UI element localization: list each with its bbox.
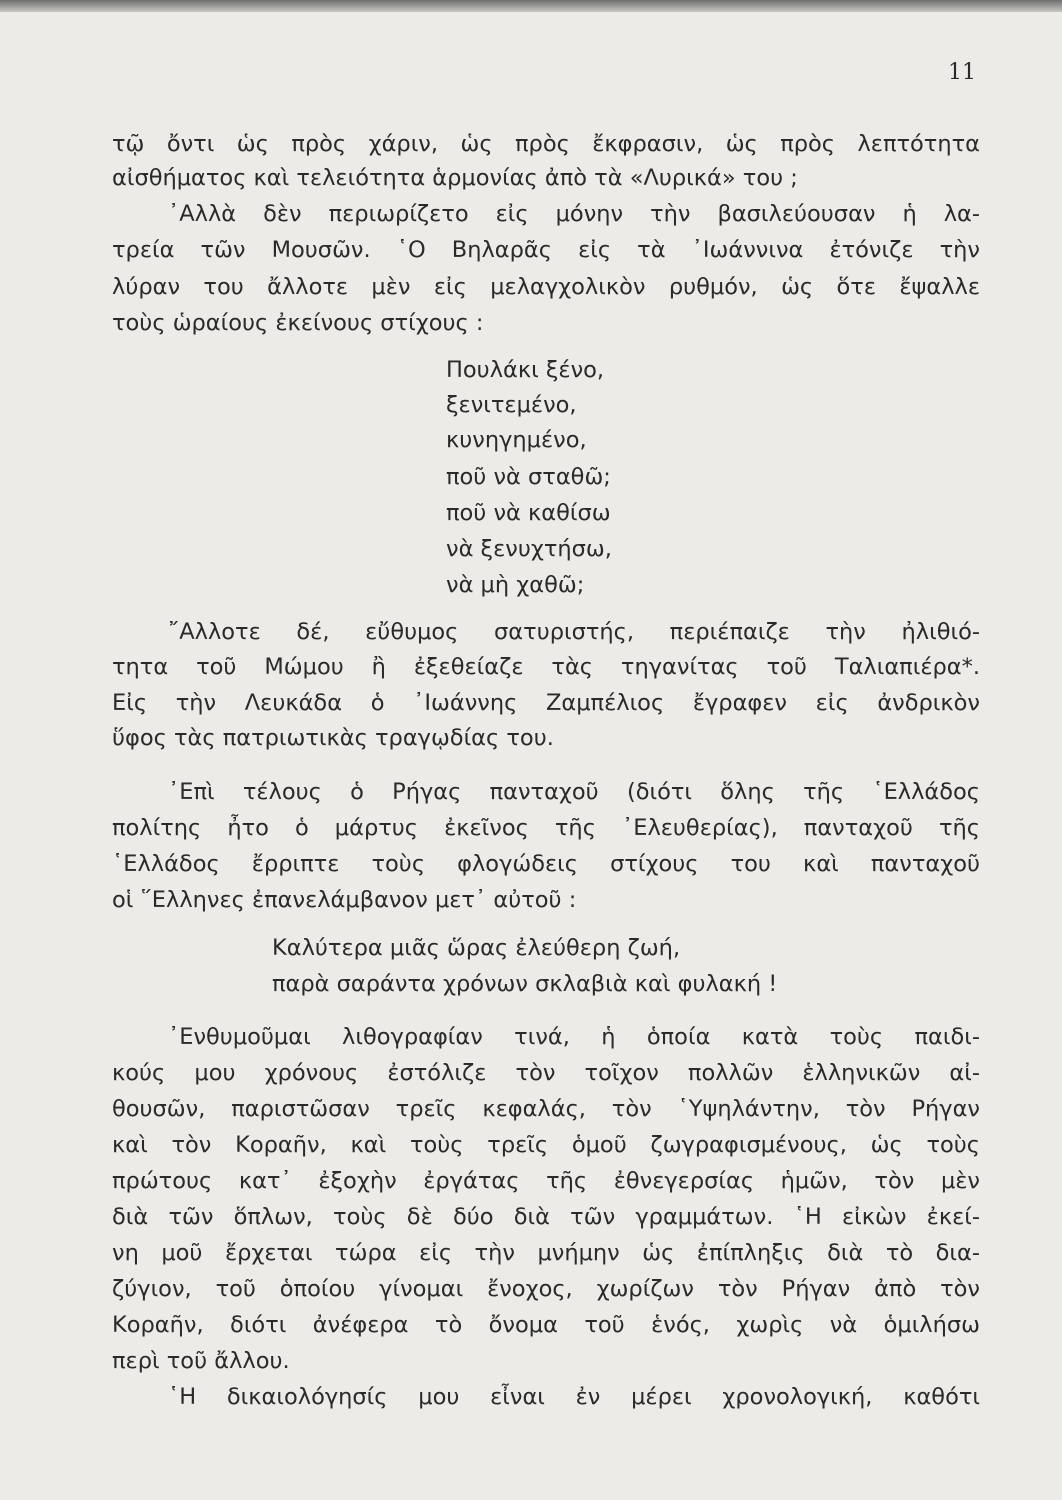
text-line: περὶ τοῦ ἄλλου. bbox=[112, 1348, 290, 1374]
text-line: ὕφος τὰς πατριωτικὰς τραγῳδίας του. bbox=[112, 725, 554, 751]
text-line: καὶ τὸν Κοραῆν, καὶ τοὺς τρεῖς ὁμοῦ ζωγραφισμένους, ὡς τοὺς bbox=[112, 1132, 980, 1158]
text-line: ᾿Αλλὰ δὲν περιωρίζετο εἰς μόνην τὴν βασιλεύουσαν ἡ λα- bbox=[168, 201, 980, 227]
text-line: ζύγιον, τοῦ ὁποίου γίνομαι ἔνοχος, χωρίζων τὸν Ρήγαν ἀπὸ τὸν bbox=[112, 1276, 980, 1302]
text-line: πολίτης ἦτο ὁ μάρτυς ἐκεῖνος τῆς ᾿Ελευθερίας), πανταχοῦ τῆς bbox=[112, 815, 980, 841]
text-line: Κοραῆν, διότι ἀνέφερα τὸ ὄνομα τοῦ ἑνός, χωρὶς νὰ ὁμιλήσω bbox=[112, 1312, 980, 1338]
verse-line: παρὰ σαράντα χρόνων σκλαβιὰ καὶ φυλακή ! bbox=[272, 971, 778, 997]
verse-line: ξενιτεμένο, bbox=[446, 392, 577, 418]
verse-line: κυνηγημένο, bbox=[446, 427, 587, 453]
verse-line: νὰ μὴ χαθῶ; bbox=[446, 572, 585, 598]
verse-line: Καλύτερα μιᾶς ὥρας ἐλεύθερη ζωή, bbox=[272, 935, 681, 961]
text-line: τῷ ὄντι ὡς πρὸς χάριν, ὡς πρὸς ἔκφρασιν, ὡς πρὸς λεπτότητα bbox=[112, 131, 980, 157]
verse-line: νὰ ξενυχτήσω, bbox=[446, 536, 612, 562]
text-line: τοὺς ὡραίους ἐκείνους στίχους : bbox=[112, 310, 484, 336]
text-line: ᾿Επὶ τέλους ὁ Ρήγας πανταχοῦ (διότι ὅλης τῆς ῾Ελλάδος bbox=[168, 779, 980, 805]
page-top-edge bbox=[0, 0, 1062, 12]
verse-line: ποῦ νὰ καθίσω bbox=[446, 500, 611, 526]
text-line: τρεία τῶν Μουσῶν. ῾Ο Βηλαρᾶς εἰς τὰ ᾿Ιωάννινα ἐτόνιζε τὴν bbox=[112, 237, 980, 263]
text-line: ῎Αλλοτε δέ, εὔθυμος σατυριστής, περιέπαιζε τὴν ἠλιθιό- bbox=[168, 619, 980, 645]
verse-line: ποῦ νὰ σταθῶ; bbox=[446, 464, 611, 490]
text-line: πρώτους κατ᾿ ἐξοχὴν ἐργάτας τῆς ἐθνεγερσίας ἡμῶν, τὸν μὲν bbox=[112, 1168, 980, 1194]
text-line: νη μοῦ ἔρχεται τώρα εἰς τὴν μνήμην ὡς ἐπίπληξις διὰ τὸ δια- bbox=[112, 1240, 980, 1266]
text-line: οἱ ῞Ελληνες ἐπανελάμβανον μετ᾿ αὐτοῦ : bbox=[112, 887, 577, 913]
page-number: 11 bbox=[948, 60, 976, 85]
text-line: τητα τοῦ Μώμου ἢ ἐξεθείαζε τὰς τηγανίτας τοῦ Ταλιαπιέρα*. bbox=[112, 654, 980, 680]
text-line: θουσῶν, παριστῶσαν τρεῖς κεφαλάς, τὸν ῾Υψηλάντην, τὸν Ρήγαν bbox=[112, 1096, 980, 1122]
text-line: ῾Ελλάδος ἔρριπτε τοὺς φλογώδεις στίχους του καὶ πανταχοῦ bbox=[112, 851, 980, 877]
text-line: κούς μου χρόνους ἐστόλιζε τὸν τοῖχον πολλῶν ἑλληνικῶν αἰ- bbox=[112, 1060, 980, 1086]
text-line: αἰσθήματος καὶ τελειότητα ἁρμονίας ἀπὸ τὰ «Λυρικά» του ; bbox=[112, 165, 798, 191]
text-line: διὰ τῶν ὅπλων, τοὺς δὲ δύο διὰ τῶν γραμμάτων. ῾Η εἰκὼν ἐκεί- bbox=[112, 1204, 980, 1230]
text-line: Εἰς τὴν Λευκάδα ὁ ᾿Ιωάννης Ζαμπέλιος ἔγραφεν εἰς ἀνδρικὸν bbox=[112, 690, 980, 716]
text-line: ῾Η δικαιολόγησίς μου εἶναι ἐν μέρει χρονολογική, καθότι bbox=[168, 1384, 980, 1410]
verse-line: Πουλάκι ξένο, bbox=[446, 357, 605, 383]
text-line: λύραν του ἄλλοτε μὲν εἰς μελαγχολικὸν ρυθμόν, ὡς ὅτε ἔψαλλε bbox=[112, 274, 980, 300]
text-line: ᾿Ενθυμοῦμαι λιθογραφίαν τινά, ἡ ὁποία κατὰ τοὺς παιδι- bbox=[168, 1024, 980, 1050]
